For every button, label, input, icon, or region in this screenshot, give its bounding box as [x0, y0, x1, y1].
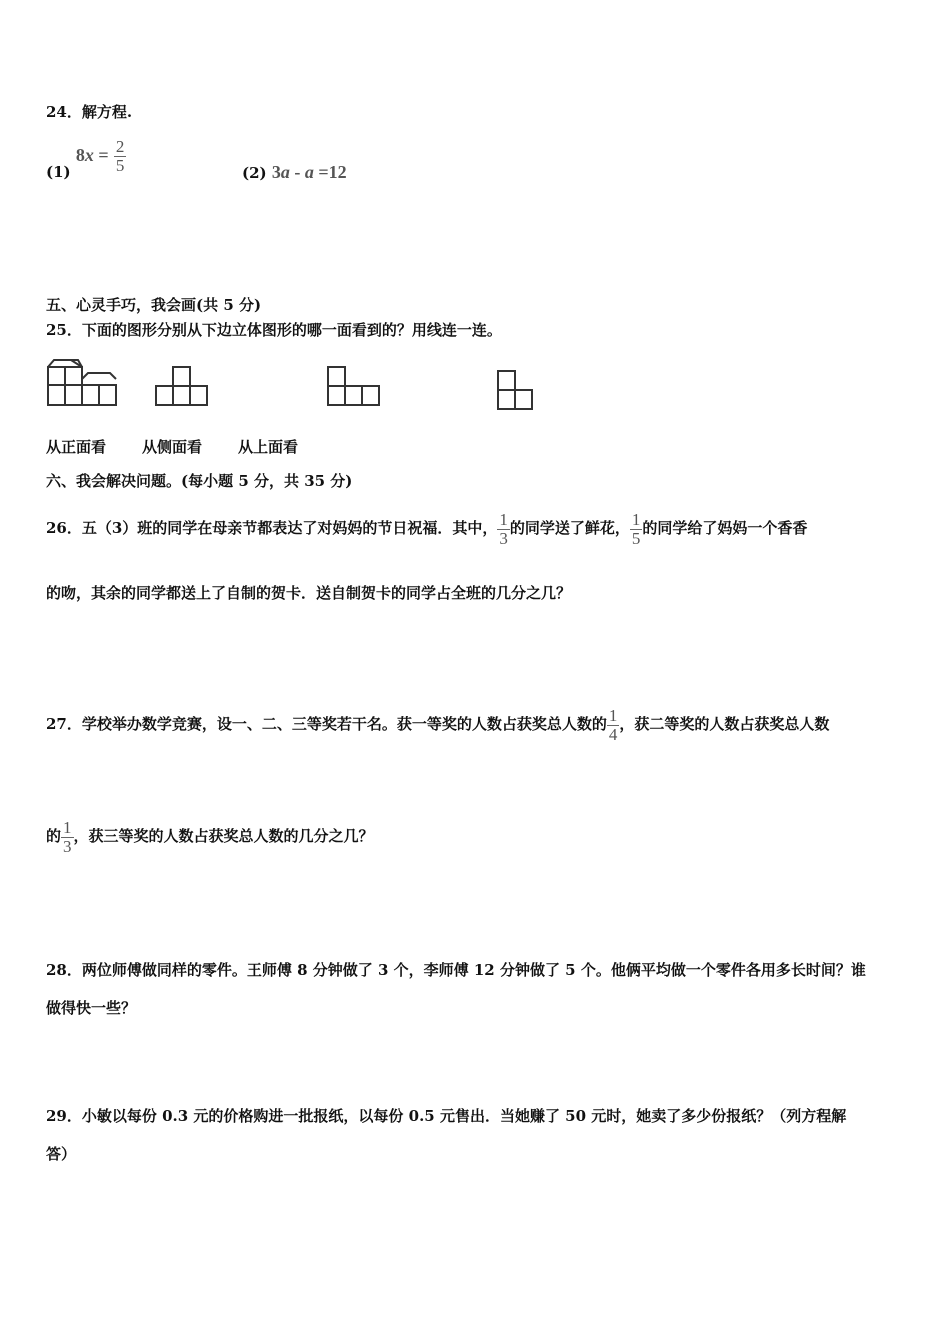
q24-eq1-coef: 8 — [75, 144, 85, 165]
q25-view-front-label: 从正面看 — [46, 438, 107, 456]
q24-eq2-tag: (2) — [242, 164, 267, 182]
q28-line2: 做得快一些？ — [46, 999, 137, 1017]
q26-line2: 的吻，其余的同学都送上了自制的贺卡．送自制贺卡的同学占全班的几分之几？ — [46, 584, 572, 602]
fraction-numerator: 1 — [499, 509, 508, 529]
fraction-denominator: 3 — [63, 836, 72, 856]
q24-eq1 — [46, 137, 126, 181]
q25-view-top-label: 从上面看 — [238, 438, 299, 456]
q28-line1: 28．两位师傅做同样的零件。王师傅 8 分钟做了 3 个，李师傅 12 分钟做了 5 个。他俩平均做一个零件各用多长时间？谁 — [46, 961, 866, 979]
q27-fraction-2 — [61, 819, 74, 856]
q24-eq2-expr — [272, 162, 347, 182]
fraction-denominator: 3 — [499, 528, 508, 548]
q24-eq2 — [242, 161, 347, 184]
q24-eq1-tag: (1) — [46, 162, 71, 181]
fraction-denominator: 5 — [115, 156, 125, 175]
q24-eq2-rhs: =12 — [313, 162, 347, 182]
q25-3d-solid — [48, 360, 116, 405]
q27-text-part1: 27．学校举办数学竞赛，设一、二、三等奖若干名。获一等奖的人数占获奖总人数的 — [46, 715, 607, 733]
fraction-numerator: 1 — [631, 509, 641, 529]
fraction-numerator: 1 — [608, 705, 618, 725]
q25-view-a — [156, 367, 207, 405]
q24-label: 24．解方程. — [46, 103, 133, 121]
section6-heading: 六、我会解决问题。(每小题 5 分，共 35 分) — [46, 472, 353, 490]
q24-eq2-var1: a — [280, 162, 290, 182]
q25-view-side-label: 从侧面看 — [142, 438, 203, 456]
q29-line2: 答） — [46, 1145, 77, 1163]
q26-text-part2: 的同学送了鲜花， — [509, 519, 630, 537]
q25-text: 25．下面的图形分别从下边立体图形的哪一面看到的？用线连一连。 — [46, 321, 502, 339]
fraction-numerator: 1 — [63, 817, 72, 837]
q27-fraction-1 — [607, 707, 620, 744]
q25-view-b — [328, 367, 379, 405]
fraction-numerator: 2 — [115, 137, 125, 156]
q26-text-part3: 的同学给了妈妈一个香香 — [642, 519, 808, 537]
q25-view-c — [498, 371, 532, 409]
q26-fraction-2 — [630, 511, 643, 548]
section5-heading: 五、心灵手巧，我会画(共 5 分) — [46, 296, 262, 314]
q25-figures — [40, 355, 560, 415]
q26-fraction-1 — [497, 511, 510, 548]
q24-eq1-eq: = — [93, 144, 109, 165]
fraction-denominator: 4 — [608, 724, 618, 744]
q27-text-pre: 的 — [46, 827, 62, 845]
fraction-denominator: 5 — [631, 528, 641, 548]
q24-eq1-var: x — [84, 144, 94, 165]
q27-text-post: ，获三等奖的人数占获奖总人数的几分之几？ — [73, 827, 374, 845]
q26-text-part1: 26．五（3）班的同学在母亲节都表达了对妈妈的节日祝福．其中， — [46, 519, 498, 537]
q27-line1 — [46, 696, 829, 752]
q24-eq2-var2: a — [304, 162, 314, 182]
q29-line1: 29．小敏以每份 0.3 元的价格购进一批报纸，以每份 0.5 元售出．当她赚了 50 元时，她卖了多少份报纸？（列方程解 — [46, 1107, 847, 1125]
q24-eq2-op: - — [289, 162, 305, 182]
q27-line2 — [46, 808, 374, 864]
q24-eq1-lhs — [76, 145, 109, 165]
q27-text-part2: ，获二等奖的人数占获奖总人数 — [619, 715, 830, 733]
q24-eq1-fraction — [114, 138, 127, 175]
q24-eq2-coef: 3 — [271, 162, 281, 182]
q26-line1 — [46, 500, 807, 556]
